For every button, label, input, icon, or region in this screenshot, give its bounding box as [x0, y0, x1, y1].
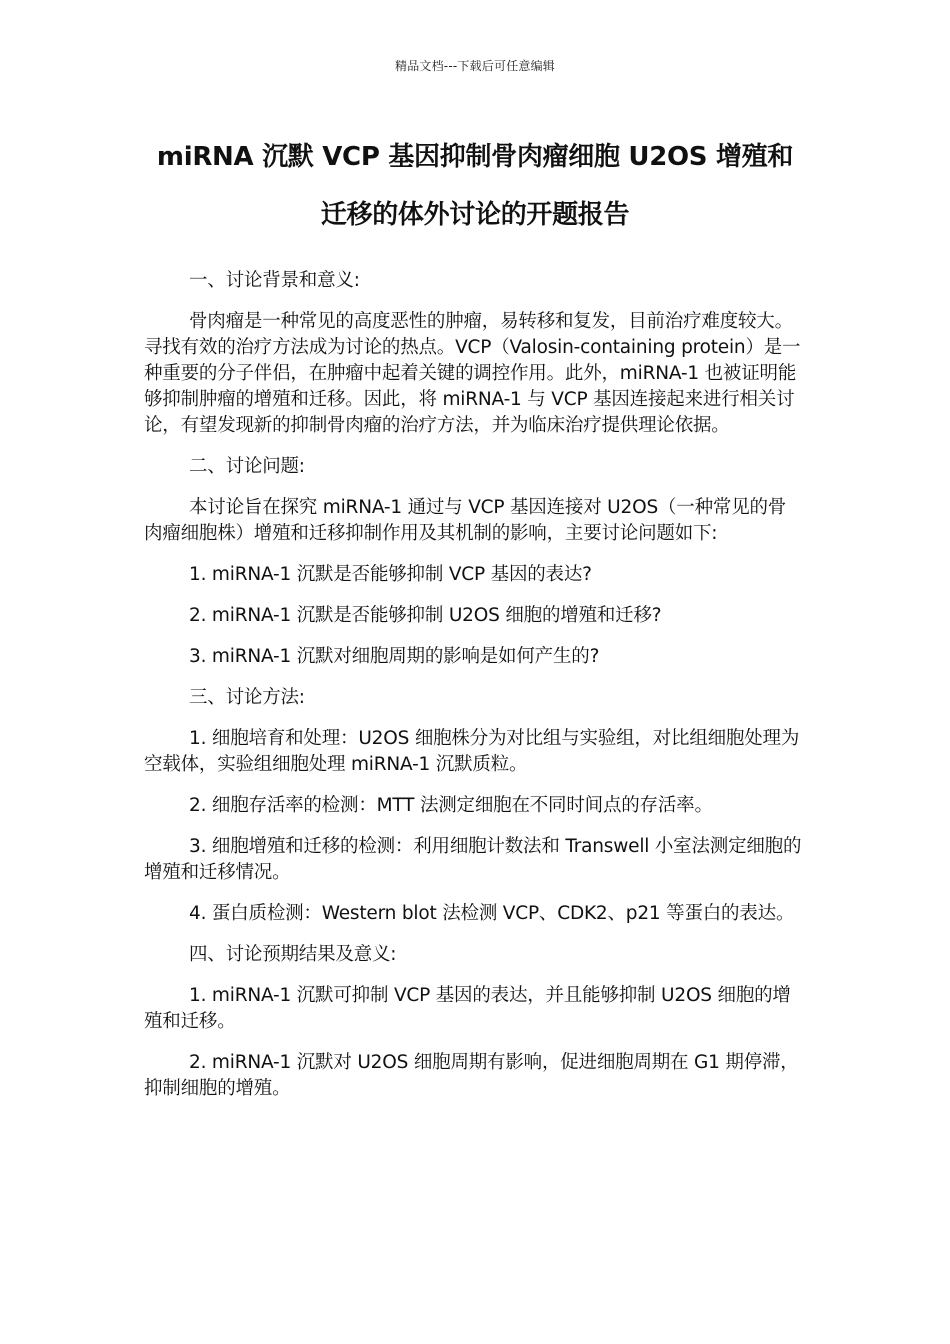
section-heading-background: 一、讨论背景和意义: [189, 270, 360, 291]
document-body [144, 268, 804, 1117]
question-item-3: 3. miRNA-1 沉默对细胞周期的影响是如何产生的? [189, 646, 600, 667]
section-heading-questions: 二、讨论问题: [189, 456, 305, 477]
title-line-2: 迁移的体外讨论的开题报告 [320, 200, 630, 230]
paragraph-questions-intro: 本讨论旨在探究 miRNA-1 通过与 VCP 基因连接对 U2OS（一种常见的骨肉瘤细胞株）增殖和迁移抑制作用及其机制的影响，主要讨论问题如下: [144, 497, 787, 544]
result-item-1: 1. miRNA-1 沉默可抑制 VCP 基因的表达，并且能够抑制 U2OS 细胞的增殖和迁移。 [144, 985, 791, 1032]
paragraph-background: 骨肉瘤是一种常见的高度恶性的肿瘤，易转移和复发，目前治疗难度较大。寻找有效的治疗方法成为讨论的热点。VCP（Valosin-containing protein）是一种重要的分子伴侣，在肿瘤中起着关键的调控作用。此外，miRNA-1 也被证明能够抑制肿瘤的增殖和迁移。因此，将 miRNA-1 与 VCP 基因连接起来进行相关讨论，有望发现新的抑制骨肉瘤的治疗方法，并为临床治疗提供理论依据。 [144, 311, 801, 436]
section-heading-expected-results: 四、讨论预期结果及意义: [189, 944, 397, 965]
header-note: 精品文档---下载后可任意编辑 [395, 59, 555, 73]
method-item-4: 4. 蛋白质检测：Western blot 法检测 VCP、CDK2、p21 等蛋白的表达。 [189, 903, 795, 924]
section-heading-methods: 三、讨论方法: [189, 687, 305, 708]
question-item-2: 2. miRNA-1 沉默是否能够抑制 U2OS 细胞的增殖和迁移? [189, 605, 662, 626]
result-item-2: 2. miRNA-1 沉默对 U2OS 细胞周期有影响，促进细胞周期在 G1 期停滞，抑制细胞的增殖。 [144, 1052, 799, 1099]
method-item-3: 3. 细胞增殖和迁移的检测：利用细胞计数法和 Transwell 小室法测定细胞的增殖和迁移情况。 [144, 836, 802, 883]
method-item-1: 1. 细胞培育和处理：U2OS 细胞株分为对比组与实验组，对比组细胞处理为空载体，实验组细胞处理 miRNA-1 沉默质粒。 [144, 728, 800, 775]
document-title [110, 128, 840, 244]
title-line-1: miRNA 沉默 VCP 基因抑制骨肉瘤细胞 U2OS 增殖和 [156, 142, 794, 172]
method-item-2: 2. 细胞存活率的检测：MTT 法测定细胞在不同时间点的存活率。 [189, 795, 713, 816]
question-item-1: 1. miRNA-1 沉默是否能够抑制 VCP 基因的表达? [189, 564, 592, 585]
